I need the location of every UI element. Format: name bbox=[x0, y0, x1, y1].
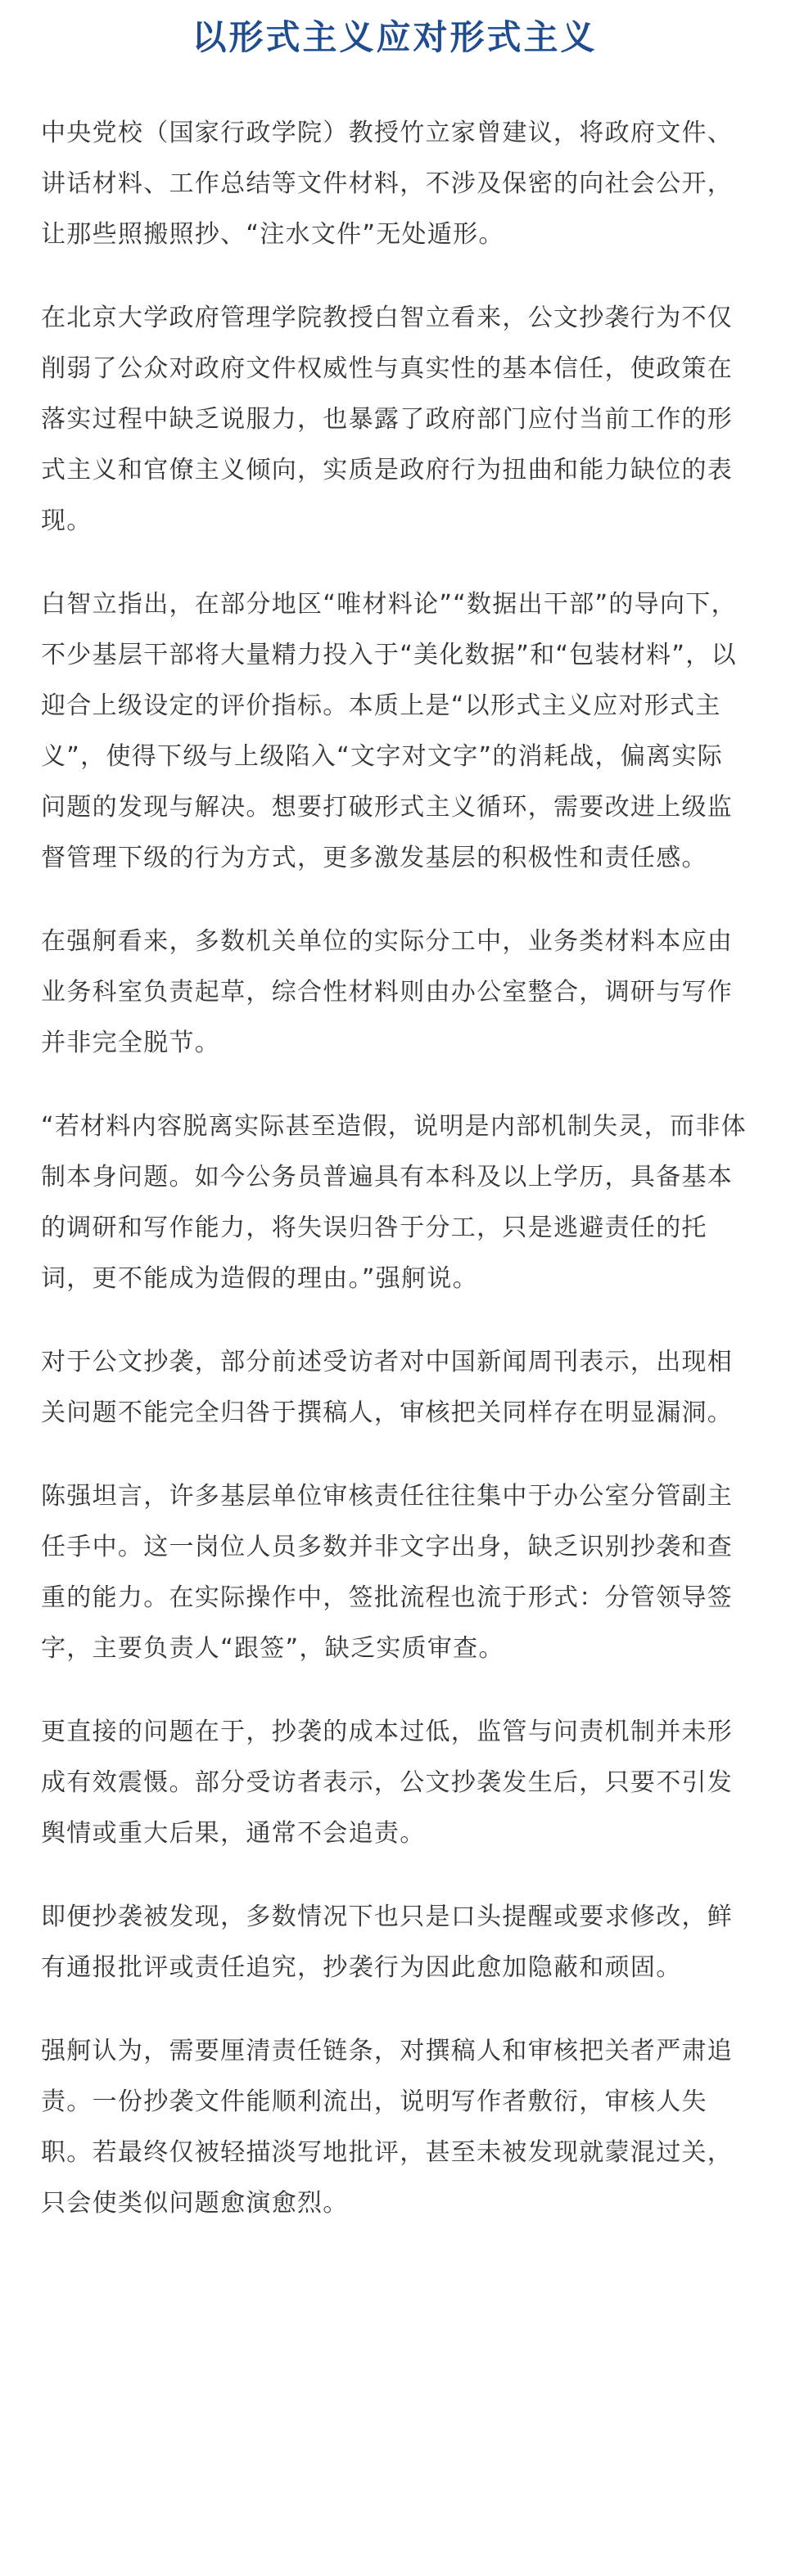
article-title: 以形式主义应对形式主义 bbox=[192, 17, 598, 57]
paragraph: 更直接的问题在于，抄袭的成本过低，监管与问责机制并未形成有效震慑。部分受访者表示，公文抄袭发生后，只要不引发舆情或重大后果，通常不会追责。 bbox=[41, 1718, 734, 1848]
paragraph: 在北京大学政府管理学院教授白智立看来，公文抄袭行为不仅削弱了公众对政府文件权威性与真实性的基本信任，使政策在落实过程中缺乏说服力，也暴露了政府部门应付当前工作的形式主义和官僚主义倾向，实质是政府行为扭曲和能力缺位的表现。 bbox=[41, 304, 734, 535]
paragraph: 强舸认为，需要厘清责任链条，对撰稿人和审核把关者严肃追责。一份抄袭文件能顺利流出，说明写作者敷衍，审核人失职。若最终仅被轻描淡写地批评，甚至未被发现就蒙混过关，只会使类似问题愈演愈烈。 bbox=[41, 2037, 734, 2218]
paragraph: “若材料内容脱离实际甚至造假，说明是内部机制失灵，而非体制本身问题。如今公务员普遍具有本科及以上学历，具备基本的调研和写作能力，将失误归咎于分工，只是逃避责任的托词，更不能成为造假的理由。”强舸说。 bbox=[41, 1112, 747, 1293]
paragraph: 白智立指出，在部分地区“唯材料论”“数据出干部”的导向下，不少基层干部将大量精力投入于“美化数据”和“包装材料”，以迎合上级设定的评价指标。本质上是“以形式主义应对形式主义”，使得下级与上级陷入“文字对文字”的消耗战，偏离实际问题的发现与解决。想要打破形式主义循环，需要改进上级监督管理下级的行为方式，更多激发基层的积极性和责任感。 bbox=[41, 590, 737, 872]
paragraph: 陈强坦言，许多基层单位审核责任往往集中于办公室分管副主任手中。这一岗位人员多数并非文字出身，缺乏识别抄袭和查重的能力。在实际操作中，签批流程也流于形式：分管领导签字，主要负责人“跟签”，缺乏实质审查。 bbox=[41, 1482, 734, 1663]
article-body bbox=[41, 108, 748, 2229]
paragraph: 在强舸看来，多数机关单位的实际分工中，业务类材料本应由业务科室负责起草，综合性材料则由办公室整合，调研与写作并非完全脱节。 bbox=[41, 927, 734, 1057]
paragraph: 中央党校（国家行政学院）教授竹立家曾建议，将政府文件、讲话材料、工作总结等文件材料，不涉及保密的向社会公开，让那些照搬照抄、“注水文件”无处遁形。 bbox=[41, 119, 734, 249]
paragraph: 对于公文抄袭，部分前述受访者对中国新闻周刊表示，出现相关问题不能完全归咎于撰稿人，审核把关同样存在明显漏洞。 bbox=[41, 1348, 734, 1427]
paragraph: 即便抄袭被发现，多数情况下也只是口头提醒或要求修改，鲜有通报批评或责任追究，抄袭行为因此愈加隐蔽和顽固。 bbox=[41, 1903, 734, 1982]
